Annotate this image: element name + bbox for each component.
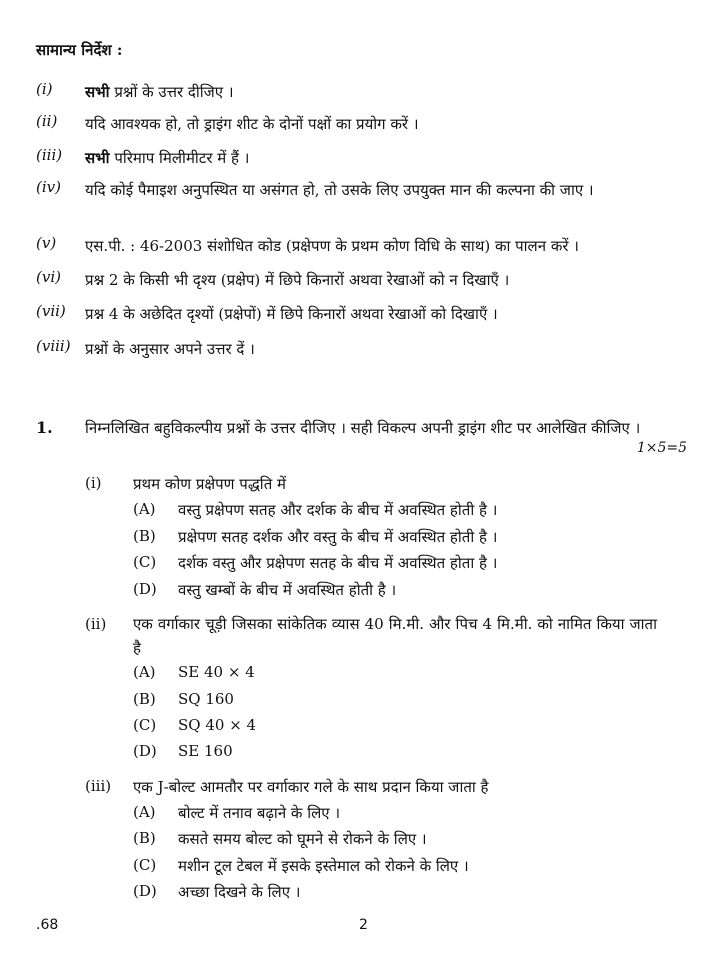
sub-question-number: (iii)	[85, 777, 112, 795]
instruction-text: प्रश्न 4 के अछेदित दृश्यों (प्रक्षेपों) में छिपे किनारों अथवा रेखाओं को दिखाएँ ।	[85, 305, 498, 323]
option-label: (D)	[133, 882, 157, 900]
instruction-number: (viii)	[36, 337, 71, 355]
instruction-text: यदि कोई पैमाइश अनुपस्थित या असंगत हो, तो उसके लिए उपयुक्त मान की कल्पना की जाए ।	[85, 181, 594, 199]
option-label: (D)	[133, 580, 157, 598]
option-label: (A)	[133, 663, 156, 681]
marks-label: 1×5=5	[636, 440, 687, 456]
option-label: (B)	[133, 690, 156, 708]
option-text: SE 40 × 4	[178, 663, 255, 681]
option-label: (B)	[133, 527, 156, 545]
option-label: (A)	[133, 500, 156, 518]
option-text: अच्छा दिखने के लिए ।	[178, 883, 301, 901]
question-number: 1.	[36, 418, 53, 437]
instruction-rest: प्रश्नों के उत्तर दीजिए ।	[109, 83, 234, 101]
instruction-text: एस.पी. : 46-2003 संशोधित कोड (प्रक्षेपण के प्रथम कोण विधि के साथ) का पालन करें ।	[85, 237, 579, 255]
option-text: दर्शक वस्तु और प्रक्षेपण सतह के बीच में अवस्थित होता है ।	[178, 554, 498, 572]
instructions-heading: सामान्य निर्देश :	[36, 41, 123, 59]
option-label: (C)	[133, 716, 157, 734]
instruction-number: (ii)	[36, 112, 58, 130]
sub-question-number: (ii)	[85, 615, 107, 633]
option-text: प्रक्षेपण सतह दर्शक और वस्तु के बीच में अवस्थित होती है ।	[178, 528, 498, 546]
instruction-bold: सभी	[85, 83, 110, 101]
sub-question-number: (i)	[85, 474, 102, 492]
instruction-number: (i)	[36, 80, 53, 98]
instruction-text: यदि आवश्यक हो, तो ड्राइंग शीट के दोनों पक्षों का प्रयोग करें ।	[85, 115, 419, 133]
instruction-text: प्रश्न 2 के किसी भी दृश्य (प्रक्षेप) में छिपे किनारों अथवा रेखाओं को न दिखाएँ ।	[85, 271, 510, 289]
option-text: SQ 160	[178, 690, 234, 708]
instruction-text: प्रश्नों के अनुसार अपने उत्तर दें ।	[85, 340, 255, 358]
option-label: (B)	[133, 829, 156, 847]
paper-code: .68	[36, 917, 59, 933]
option-text: बोल्ट में तनाव बढ़ाने के लिए ।	[178, 804, 341, 822]
instruction-number: (iii)	[36, 146, 63, 164]
instruction-number: (vii)	[36, 302, 66, 320]
instruction-rest: परिमाप मिलीमीटर में हैं ।	[109, 149, 250, 167]
option-text: मशीन टूल टेबल में इसके इस्तेमाल को रोकने के लिए ।	[178, 857, 469, 875]
option-label: (A)	[133, 803, 156, 821]
option-text: SQ 40 × 4	[178, 716, 257, 734]
option-label: (C)	[133, 553, 157, 571]
instruction-text	[85, 80, 687, 104]
instruction-number: (v)	[36, 234, 57, 252]
option-text: वस्तु प्रक्षेपण सतह और दर्शक के बीच में अवस्थित होती है ।	[178, 501, 498, 519]
option-text: वस्तु खम्बों के बीच में अवस्थित होती है ।	[178, 581, 397, 599]
sub-question-text: प्रथम कोण प्रक्षेपण पद्धति में	[133, 475, 286, 493]
instruction-bold: सभी	[85, 149, 110, 167]
question-text: निम्नलिखित बहुविकल्पीय प्रश्नों के उत्तर दीजिए । सही विकल्प अपनी ड्राइंग शीट पर आलेखित कीजिए ।	[85, 419, 641, 437]
instruction-text	[85, 146, 687, 170]
sub-question-text: एक वर्गाकार चूड़ी जिसका सांकेतिक व्यास 40 मि.मी. और पिच 4 मि.मी. को नामित किया जाता है	[133, 615, 657, 657]
option-text: कसते समय बोल्ट को घूमने से रोकने के लिए ।	[178, 830, 427, 848]
option-label: (D)	[133, 742, 157, 760]
sub-question-text: एक J-बोल्ट आमतौर पर वर्गाकार गले के साथ प्रदान किया जाता है	[133, 778, 489, 796]
instruction-number: (vi)	[36, 268, 61, 286]
page-number: 2	[359, 917, 368, 933]
option-text: SE 160	[178, 742, 233, 760]
option-label: (C)	[133, 856, 157, 874]
instruction-number: (iv)	[36, 178, 61, 196]
